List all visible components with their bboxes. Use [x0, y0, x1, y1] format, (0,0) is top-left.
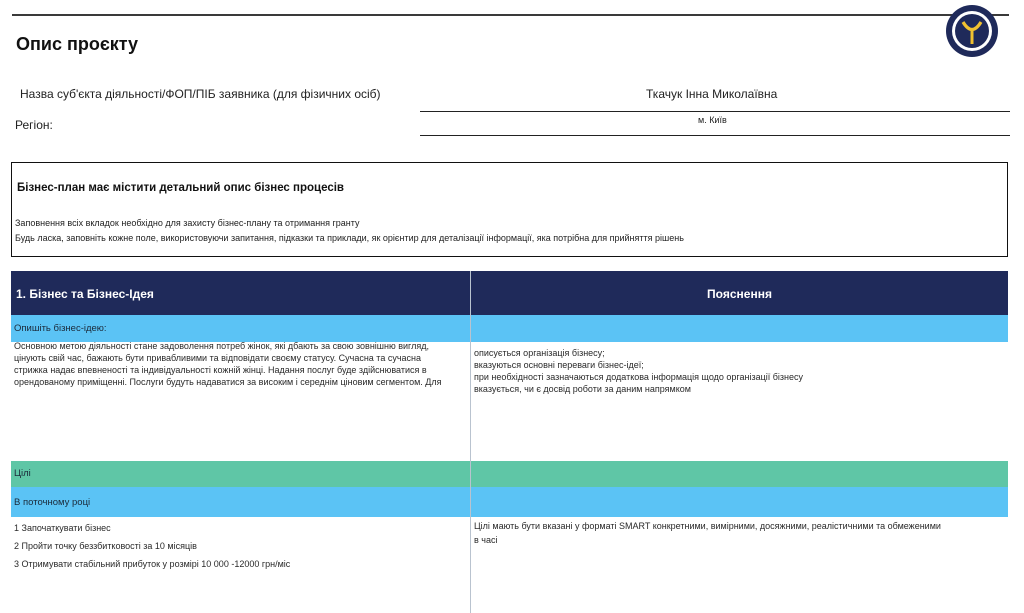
table-header — [11, 271, 1008, 315]
note-line: при необхідності зазначаються додаткова інформація щодо організації бізнесу — [474, 372, 804, 382]
business-idea-line: Основною метою діяльності стане задоволення потреб жінок, які дбають за свою зовнішню вигляд, — [14, 341, 430, 351]
note-line: описується організація бізнесу; — [474, 348, 605, 358]
goals-label: Цілі — [14, 468, 31, 479]
employment-service-emblem-icon — [944, 3, 1000, 59]
applicant-label: Назва суб'єкта діяльності/ФОП/ПІБ заявника (для фізичних осіб) — [20, 87, 381, 101]
requirements-notice — [11, 162, 1008, 257]
top-border-rule — [12, 14, 1009, 16]
goals-cell[interactable] — [14, 519, 466, 573]
business-idea-line: стрижка надає впевненості та індивідуальності кожній жінці. Надання послуг буде здійснюватися в — [14, 365, 427, 375]
notice-line-1: Заповнення всіх вкладок необхідно для захисту бізнес-плану та отримання гранту — [15, 218, 360, 228]
goals-notes — [474, 519, 1006, 547]
business-idea-line: орендованому приміщенні. Послуги будуть надаватися за високим і середнім ціновим сегментом. Для — [14, 377, 442, 387]
goals-band — [11, 461, 1008, 487]
goal-item: 3 Отримувати стабільний прибуток у розмірі 10 000 -12000 грн/міс — [14, 559, 291, 569]
note-line: вказуються основні переваги бізнес-ідеї; — [474, 360, 644, 370]
business-idea-table — [11, 271, 1008, 613]
business-idea-cell[interactable] — [14, 340, 466, 388]
goal-item: 1 Започаткувати бізнес — [14, 523, 111, 533]
business-idea-notes — [474, 347, 1004, 395]
note-line: Цілі мають бути вказані у форматі SMART конкретними, вимірними, досяжними, реалістичними та обмеженими — [474, 521, 941, 531]
current-year-band — [11, 487, 1008, 517]
describe-idea-band — [11, 315, 1008, 342]
notice-line-2: Будь ласка, заповніть кожне поле, використовуючи запитання, підказки та приклади, як орієнтир для деталізації інформації, яка потрібна для прийняття рішень — [15, 233, 684, 243]
notice-title: Бізнес-план має містити детальний опис бізнес процесів — [17, 182, 344, 194]
column-divider — [470, 271, 471, 613]
note-line: вказується, чи є досвід роботи за даним напрямком — [474, 384, 691, 394]
region-underline — [420, 135, 1010, 136]
region-label: Регіон: — [15, 118, 53, 132]
current-year-label: В поточному році — [14, 497, 91, 508]
business-idea-line: цінують свій час, бажають бути привабливими та відповідати своєму статусу. Сучасна та сучасна — [14, 353, 421, 363]
goal-item: 2 Пройти точку беззбитковості за 10 місяців — [14, 541, 197, 551]
section-heading: 1. Бізнес та Бізнес-Ідея — [16, 287, 154, 301]
page-title: Опис проєкту — [16, 34, 139, 54]
describe-idea-label: Опишіть бізнес-ідею: — [14, 323, 107, 334]
applicant-value: Ткачук Інна Миколаївна — [646, 87, 778, 101]
explanation-heading: Пояснення — [707, 287, 772, 301]
applicant-underline — [420, 111, 1010, 112]
note-line: в часі — [474, 535, 498, 545]
region-value: м. Київ — [698, 115, 727, 125]
